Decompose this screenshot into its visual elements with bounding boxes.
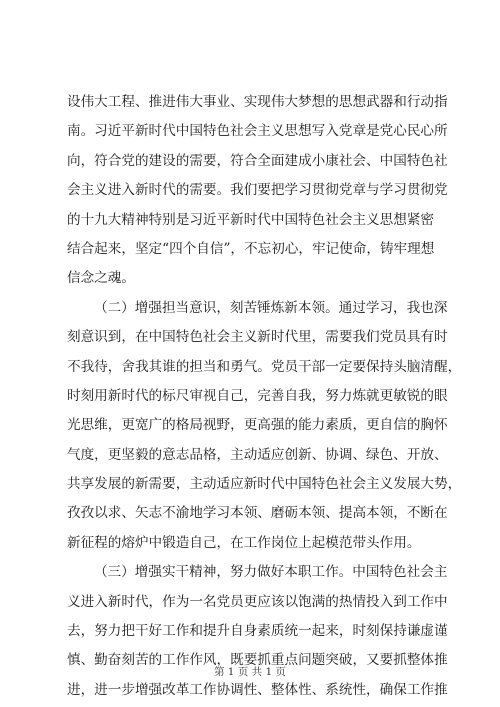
page-footer: 第 1 页 共 1 页: [213, 666, 287, 678]
text-line: 的十九大精神特别是习近平新时代中国特色社会主义思想紧密: [67, 211, 435, 228]
text-line: 新征程的熔炉中锻造自己，在工作岗位上起模范带头作用。: [67, 534, 421, 551]
text-line: 慎、勤奋刻苦的工作作风，既要抓重点问题突破，又要抓整体推: [67, 652, 448, 669]
text-line: 会主义进入新时代的需要。我们要把学习贯彻党章与学习贯彻党: [67, 182, 448, 199]
text-line: 刻意识到，在中国特色社会主义新时代里，需要我们党员具有时: [67, 329, 448, 346]
text-line: 向，符合党的建设的需要，符合全面建成小康社会、中国特色社: [67, 152, 448, 169]
text-line: 时刻用新时代的标尺审视自己，完善自我，努力炼就更敏锐的眼: [67, 387, 448, 404]
text-line: 气度，更坚毅的意志品格，主动适应创新、协调、绿色、开放、: [67, 446, 448, 463]
text-line: 不我待，舍我其谁的担当和勇气。党员干部一定要保持头脑清醒，: [67, 358, 462, 375]
text-line: 设伟大工程、推进伟大事业、实现伟大梦想的思想武器和行动指: [67, 94, 448, 110]
text-line: （二）增强担当意识，刻苦锤炼新本领。通过学习，我也深: [94, 299, 448, 316]
text-line: 光思维，更宽广的格局视野，更高强的能力素质，更自信的胸怀: [67, 417, 448, 434]
text-line: 义进入新时代，作为一名党员更应该以饱满的热情投入到工作中: [67, 593, 448, 610]
text-line: 南。习近平新时代中国特色社会主义思想写入党章是党心民心所: [67, 123, 448, 140]
document-body: [67, 88, 462, 705]
text-line: （三）增强实干精神，努力做好本职工作。中国特色社会主: [94, 564, 448, 581]
text-line: 结合起来，坚定“四个自信”，不忘初心，牢记使命，铸牢理想: [67, 240, 435, 257]
text-line: 孜孜以求、矢志不渝地学习本领、磨砺本领、提高本领，不断在: [67, 505, 448, 522]
text-line: 共享发展的新需要，主动适应新时代中国特色社会主义发展大势，: [67, 476, 462, 493]
text-line: 信念之魂。: [67, 270, 135, 287]
text-line: 去，努力把干好工作和提升自身素质统一起来，时刻保持谦虚谨: [67, 623, 448, 640]
text-line: 进，进一步增强改革工作协调性、整体性、系统性，确保工作推: [67, 681, 448, 698]
